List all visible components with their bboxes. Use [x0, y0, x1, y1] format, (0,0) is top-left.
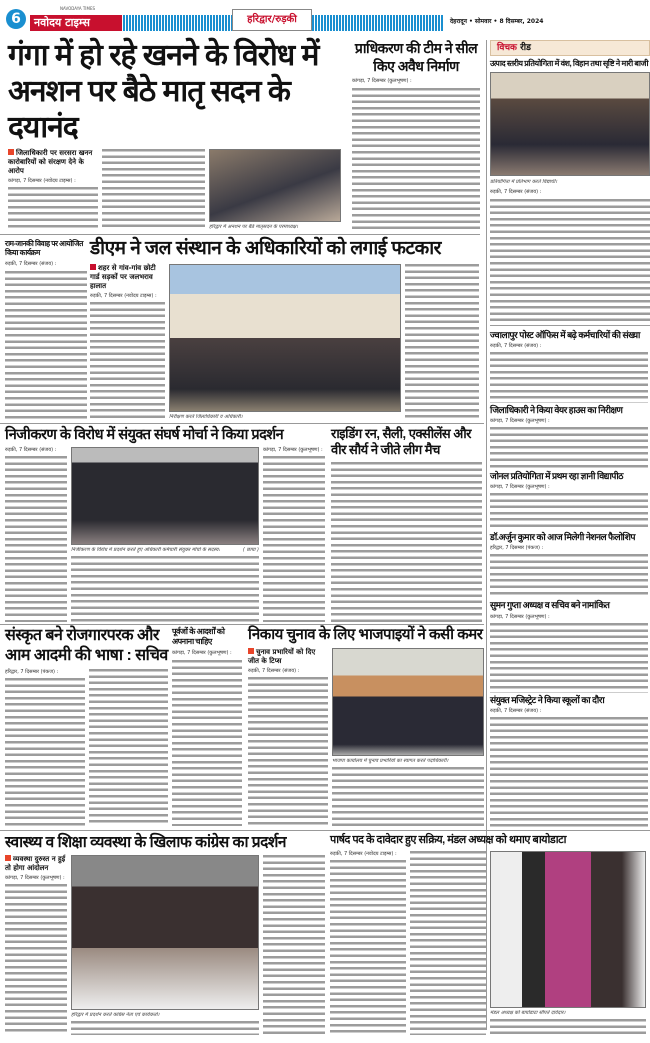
dm-body	[90, 302, 165, 421]
riding-dateline: कांगड़ा, 7 दिसम्बर (कुलभूषण) :	[263, 447, 323, 454]
ramjanki-dateline: रुड़की, 7 दिसम्बर (संजय) :	[5, 260, 57, 267]
dm-dateline: रुड़की, 7 दिसम्बर (नवोदय टाइम्स) :	[90, 292, 157, 299]
sanskrit-body	[5, 678, 85, 826]
purvaj-body	[172, 660, 242, 826]
lead-body-2	[102, 149, 205, 231]
vichak-article	[490, 40, 650, 326]
purvaj-article	[172, 627, 242, 826]
nijikaran-credit: ( छाया )	[242, 547, 259, 554]
divider	[0, 830, 650, 831]
jwalapur-body	[490, 352, 648, 403]
page-number: 6	[6, 9, 26, 29]
riding-body-2	[331, 462, 482, 623]
riding-body	[263, 456, 325, 622]
lead-photo	[209, 149, 341, 222]
pradhikaran-headline: प्राधिकरण की टीम ने सील किए अवैध निर्माण	[354, 40, 478, 74]
congress-body-2	[71, 1021, 259, 1035]
section-tab: हरिद्वार/रुड़की	[232, 9, 312, 31]
magistrate-body	[490, 717, 648, 827]
fellowship-body	[490, 554, 648, 598]
parshad-caption: मंडल अध्यक्ष को बायोडाटा सौंपते दावेदार।	[490, 1010, 566, 1016]
zonal-dateline: कांगड़ा, 7 दिसम्बर (कुलभूषण) :	[490, 483, 550, 490]
nijikaran-photo	[71, 447, 259, 545]
vichak-label-b: रीड	[520, 43, 531, 53]
sanskrit-headline: संस्कृत बने रोजगारपरक और आम आदमी की भाषा : सचिव	[5, 627, 168, 664]
sanskrit-body-2	[89, 669, 168, 826]
congress-caption: हरिद्वार में प्रदर्शन करते कांग्रेस नेता एवं कार्यकर्ता।	[71, 1012, 160, 1018]
riding-headline: राइडिंग रन, सैली, एक्सीलेंस और वीर सौर्य ने जीते लीग मैच	[331, 426, 471, 458]
parshad-article	[330, 834, 648, 1035]
parshad-headline: पार्षद पद के दावेदार हुए सक्रिय, मंडल अध्यक्ष को थमाए बायोडाटा	[330, 834, 567, 846]
congress-body-3	[263, 855, 325, 1035]
parshad-body	[330, 860, 406, 1035]
warehouse-body	[490, 427, 648, 468]
divider	[0, 624, 484, 625]
masthead-small: NAVODAYA TIMES	[60, 6, 96, 11]
nikay-caption: भाजपा कार्यालय में चुनाव प्रभारियों का स्वागत करते पदाधिकारी।	[332, 757, 449, 764]
ramjanki-article	[5, 239, 87, 421]
vichak-photo	[490, 72, 650, 176]
dm-photo	[169, 264, 401, 412]
magistrate-headline: संयुक्त मजिस्ट्रेट ने किया स्कूलों का दौरा	[490, 695, 605, 706]
parshad-body-2	[410, 851, 486, 1035]
vichak-headline: उत्पाद स्तरीय प्रतियोगिता में वंश, विहान तथा सृष्टि ने मारी बाजी	[490, 59, 649, 68]
nijikaran-body	[5, 456, 67, 622]
nijikaran-article	[5, 426, 327, 622]
zonal-headline: जोनल प्रतियोगिता में प्रथम रहा ज्ञानी विद्यापीठ	[490, 470, 623, 481]
nikay-body	[248, 677, 328, 826]
pradhikaran-dateline: कांगड़ा, 7 दिसम्बर (कुलभूषण) :	[352, 78, 412, 84]
vichak-dateline: रुड़की, 7 दिसम्बर (संजय) :	[490, 189, 542, 195]
congress-subhead	[5, 855, 67, 873]
lead-caption: हरिद्वार में अनशन पर बैठे मातृसदन के परमाध्यक्ष।	[209, 224, 298, 230]
right-column	[490, 330, 648, 827]
parshad-photo	[490, 851, 646, 1008]
congress-article	[5, 833, 327, 1035]
ramjanki-headline: राम-जानकी विवाह पर आयोजित किया कार्यक्रम	[5, 239, 83, 258]
congress-body	[5, 884, 67, 1035]
divider	[0, 234, 480, 235]
warehouse-headline: जिलाधिकारी ने किया वेयर हाउस का निरीक्षण	[490, 405, 623, 416]
lead-body	[8, 187, 98, 231]
lead-dateline: कांगड़ा, 7 दिसम्बर (नवोदय टाइम्स) :	[8, 178, 76, 184]
nijikaran-caption: निजीकरण के विरोध में प्रदर्शन करते हुए अधिकारी कर्मचारी संयुक्त मोर्चा के सदस्य।	[71, 547, 221, 554]
nikay-subhead	[248, 648, 328, 666]
fellowship-headline: डॉ.अर्जुन कुमार को आज मिलेगी नेशनल फैलोशिप	[490, 532, 635, 542]
nikay-article	[248, 626, 484, 826]
vichak-caption: प्रतियोगिता में प्रतिभाग करते विद्यार्थी।	[490, 179, 558, 185]
vichak-body	[490, 199, 650, 326]
jwalapur-headline: ज्वालापुर पोस्ट ऑफिस में बढ़े कर्मचारियों की संख्या	[490, 330, 640, 340]
pradhikaran-body	[352, 88, 480, 231]
vichak-label-a: विचक	[497, 43, 517, 53]
dm-headline: डीएम ने जल संस्थान के अधिकारियों को लगाई फटकार	[90, 238, 441, 259]
suman-body	[490, 623, 648, 694]
masthead-logo: नवोदय टाइम्स	[30, 15, 122, 31]
dm-subhead-text: शहर से गांव-गांव छोटी गार्ड सड़कों पर जलभराव हालात	[90, 263, 156, 290]
sanskrit-dateline: हरिद्वार, 7 दिसम्बर (पंकज) :	[5, 669, 59, 675]
sanskrit-article	[5, 626, 168, 826]
suman-headline: सुमन गुप्ता अध्यक्ष व सचिव बने नामांकित	[490, 600, 610, 611]
nikay-dateline: रुड़की, 7 दिसम्बर (संजय) :	[248, 667, 300, 674]
pradhikaran-article	[352, 40, 480, 231]
vichak-label	[490, 40, 650, 56]
parshad-dateline: रुड़की, 7 दिसम्बर (नवोदय टाइम्स) :	[330, 850, 397, 857]
warehouse-dateline: कांगड़ा, 7 दिसम्बर (कुलभूषण) :	[490, 418, 550, 425]
congress-photo	[71, 855, 259, 1010]
lead-subhead-text: जिलाधिकारी पर सरसरा खनन कारोबारियों को संरक्षण देने के आरोप	[8, 149, 93, 175]
nikay-photo	[332, 648, 484, 756]
divider	[0, 423, 484, 424]
lead-subhead	[8, 149, 98, 176]
purvaj-headline: पूर्वजों के आदर्शों को अपनाना चाहिए	[172, 627, 225, 646]
purvaj-dateline: कांगड़ा, 7 दिसम्बर (कुलभूषण) :	[172, 650, 232, 656]
nijikaran-body-2	[71, 556, 259, 622]
ramjanki-body	[5, 271, 87, 421]
dm-article	[90, 237, 483, 421]
dm-subhead	[90, 264, 165, 291]
riding-article	[331, 426, 482, 622]
magistrate-dateline: रुड़की, 7 दिसम्बर (संजय) :	[490, 708, 542, 715]
lead-article	[8, 38, 345, 231]
nikay-body-2	[332, 767, 484, 826]
nikay-headline: निकाय चुनाव के लिए भाजपाइयों ने कसी कमर	[248, 626, 483, 643]
jwalapur-dateline: रुड़की, 7 दिसम्बर (संजय) :	[490, 343, 542, 350]
zonal-body	[490, 493, 648, 530]
lead-headline: गंगा में हो रहे खनने के विरोध में अनशन पर बैठे मातृ सदन के दयानंद	[8, 39, 319, 144]
congress-headline: स्वास्थ्य व शिक्षा व्यवस्था के खिलाफ कांग्रेस का प्रदर्शन	[5, 834, 286, 851]
congress-subhead-text: व्यवस्था दुरुस्त न हुई तो होगा आंदोलन	[5, 855, 66, 873]
parshad-body-3	[490, 1019, 646, 1035]
congress-dateline: कांगड़ा, 7 दिसम्बर (कुलभूषण) :	[5, 875, 65, 882]
nijikaran-headline: निजीकरण के विरोध में संयुक्त संघर्ष मोर्चा ने किया प्रदर्शन	[5, 427, 284, 443]
dm-caption: निरीक्षण करते जिलाधिकारी व अधिकारी।	[169, 414, 243, 420]
dm-body-2	[405, 264, 479, 421]
nijikaran-dateline: रुड़की, 7 दिसम्बर (संजय) :	[5, 447, 57, 454]
nikay-subhead-text: चुनाव प्रभारियों को दिए जीत के टिप्स	[248, 647, 316, 665]
suman-dateline: कांगड़ा, 7 दिसम्बर (कुलभूषण) :	[490, 613, 550, 620]
fellowship-dateline: हरिद्वार, 7 दिसम्बर (पंकज) :	[490, 545, 544, 552]
issue-date: देहरादून • सोमवार • 8 दिसम्बर, 2024	[450, 18, 544, 25]
nijikaran-caption-row	[71, 547, 259, 554]
